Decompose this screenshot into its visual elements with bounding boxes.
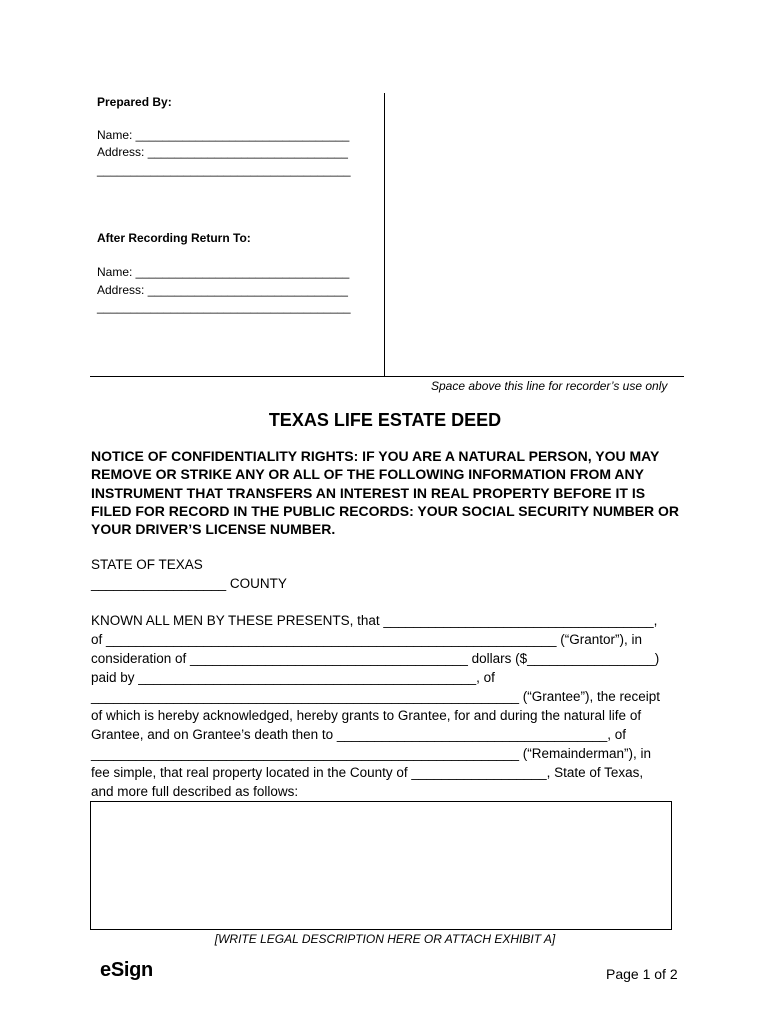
prepared-by-heading: Prepared By:	[97, 95, 172, 109]
body-line-7: Grantee, and on Grantee’s death then to ____________________________________, of	[91, 727, 626, 742]
body-line-9: fee simple, that real property located in the County of __________________, State of Texas,	[91, 765, 644, 780]
body-line-4: paid by _____________________________________________, of	[91, 670, 495, 685]
body-line-3: consideration of _____________________________________ dollars ($_________________)	[91, 651, 660, 666]
recorder-space-line	[90, 376, 684, 377]
confidentiality-notice: NOTICE OF CONFIDENTIALITY RIGHTS: IF YOU ARE A NATURAL PERSON, YOU MAY REMOVE OR STRIKE ANY OR ALL OF THE FOLLOWING INFORMATION FROM ANY INSTRUMENT THAT TRANSFERS AN INTEREST IN REAL PROPERTY BEFORE IT IS FILED FOR RECORD IN THE PUBLIC RECORDS: YOUR SOCIAL SECURITY NUMBER OR YOUR DRIVER’S LICENSE NUMBER.	[91, 448, 680, 538]
body-line-5: _________________________________________________________ (“Grantee”), the receipt	[91, 689, 661, 704]
prepared-by-address-field[interactable]: Address: ______________________________	[97, 145, 348, 159]
return-to-address-field[interactable]: Address: ______________________________	[97, 283, 348, 297]
body-line-2: of ____________________________________________________________ (“Grantor”), in	[91, 632, 643, 647]
return-to-name-field[interactable]: Name: ________________________________	[97, 265, 350, 279]
body-line-1: KNOWN ALL MEN BY THESE PRESENTS, that ____________________________________,	[91, 613, 658, 628]
prepared-by-address-line2[interactable]: ______________________________________	[97, 163, 351, 177]
legal-description-box[interactable]	[90, 801, 672, 930]
return-to-heading: After Recording Return To:	[97, 231, 251, 245]
document-title: TEXAS LIFE ESTATE DEED	[268, 410, 502, 430]
body-line-6: of which is hereby acknowledged, hereby grants to Grantee, for and during the natural life of	[91, 708, 642, 723]
esign-logo: eSign	[100, 959, 153, 981]
prepared-by-name-field[interactable]: Name: ________________________________	[97, 128, 350, 142]
body-line-10: and more full described as follows:	[91, 784, 299, 799]
recorder-note: Space above this line for recorder’s use only	[431, 379, 668, 393]
legal-description-caption: [WRITE LEGAL DESCRIPTION HERE OR ATTACH EXHIBIT A]	[214, 932, 556, 946]
recorder-space-divider	[384, 93, 385, 376]
state-line: STATE OF TEXAS	[91, 557, 203, 572]
return-to-address-line2[interactable]: ______________________________________	[97, 300, 351, 314]
page-number: Page 1 of 2	[606, 966, 678, 982]
county-field[interactable]: __________________ COUNTY	[91, 576, 287, 591]
body-line-8: _________________________________________________________ (“Remainderman”), in	[91, 746, 651, 761]
